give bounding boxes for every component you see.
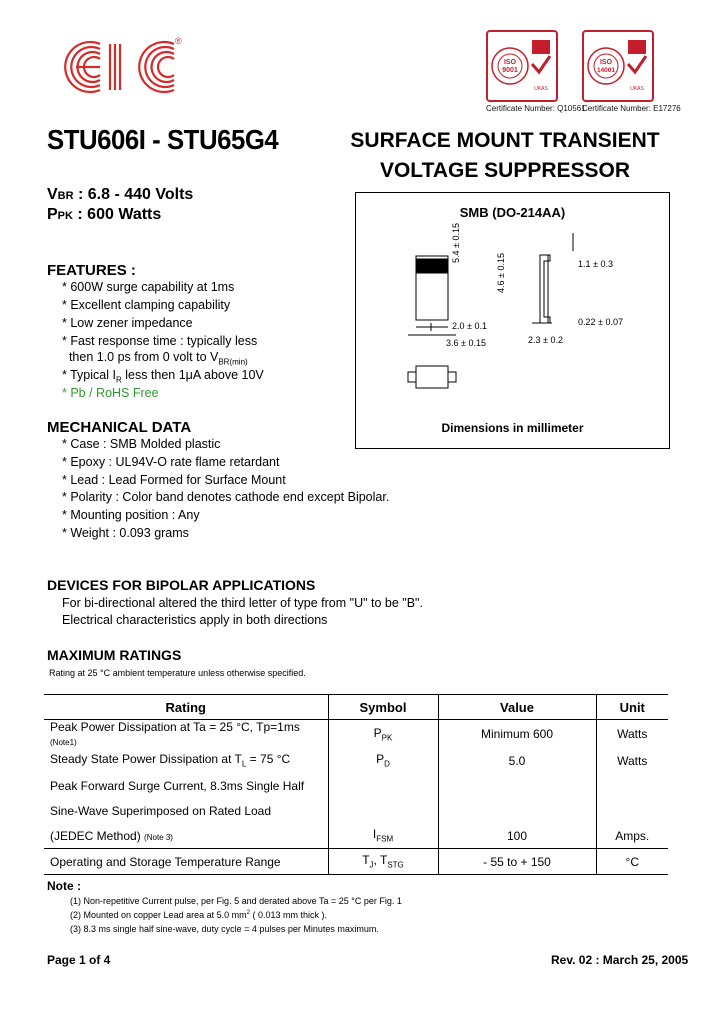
dim-height: 5.4 ± 0.15	[451, 223, 461, 263]
rating-cell: Peak Power Dissipation at Ta = 25 °C, Tp=1ms (Note1)	[50, 720, 300, 747]
dim-lead-length: 2.3 ± 0.2	[528, 335, 563, 345]
symbol-cell	[328, 773, 438, 798]
iso9001-seal	[486, 30, 558, 102]
dim-width-inner: 2.0 ± 0.1	[452, 321, 487, 331]
cert-number: Certificate Number: Q10561	[486, 104, 586, 113]
mechanical-item: * Polarity : Color band denotes cathode end except Bipolar.	[62, 490, 390, 504]
subtitle-line-1: SURFACE MOUNT TRANSIENT	[350, 129, 660, 152]
rating-cell: Peak Forward Surge Current, 8.3ms Single Half	[50, 778, 305, 793]
col-header-unit: Unit	[596, 695, 668, 720]
feature-item: * Typical $I_R$ less then 1μA above 10V	[62, 368, 264, 385]
mechanical-item: * Lead : Lead Formed for Surface Mount	[62, 473, 286, 487]
eic-logo	[62, 36, 187, 103]
spec-ppk: PPK : 600 Watts	[47, 206, 162, 223]
rating-cell: Steady State Power Dissipation at $T_L = 75$ °C	[50, 752, 291, 769]
value-cell: 100	[438, 823, 596, 849]
symbol-cell: $P_{PK}$	[328, 720, 438, 749]
note-item: (3) 8.3 ms single half sine-wave, duty cycle = 4 pulses per Minutes maximum.	[70, 924, 379, 934]
feature-item: * Low zener impedance	[62, 316, 193, 330]
iso14001-seal	[582, 30, 654, 102]
max-ratings-table	[44, 694, 668, 875]
dim-width-outer: 3.6 ± 0.15	[446, 338, 486, 348]
bipolar-line: Electrical characteristics apply in both directions	[62, 613, 328, 627]
package-drawing-box	[355, 192, 670, 449]
registered-mark: ®	[175, 36, 182, 46]
unit-cell	[596, 798, 668, 823]
cert-number: Certificate Number: E17276	[582, 104, 681, 113]
table-row	[44, 748, 668, 773]
iso14001-seal-icon	[584, 32, 652, 100]
unit-cell: Watts	[596, 748, 668, 773]
mechanical-heading: MECHANICAL DATA	[47, 419, 192, 436]
iso9001-seal-icon	[488, 32, 556, 100]
subtitle-line-2: VOLTAGE SUPPRESSOR	[379, 159, 631, 182]
symbol-cell: $I_{FSM}$	[328, 823, 438, 849]
value-cell	[438, 773, 596, 798]
iso9001-cert	[486, 30, 586, 113]
dim-length: 4.6 ± 0.15	[496, 253, 506, 293]
iso14001-cert	[582, 30, 681, 113]
col-header-symbol: Symbol	[328, 695, 438, 720]
symbol-cell: $T_J$, $T_{STG}$	[328, 849, 438, 875]
table-row	[44, 798, 668, 823]
eic-logo-graphic	[62, 36, 187, 98]
col-header-rating: Rating	[44, 695, 328, 720]
value-cell: 5.0	[438, 748, 596, 773]
symbol-cell	[328, 798, 438, 823]
features-heading: FEATURES :	[47, 262, 136, 279]
mechanical-item: * Weight : 0.093 grams	[62, 526, 189, 540]
svg-text:14001: 14001	[596, 67, 616, 74]
revision-date: Rev. 02 : March 25, 2005	[551, 953, 689, 967]
part-number-title: STU606I - STU65G4	[47, 124, 279, 155]
svg-text:ISO: ISO	[599, 59, 613, 66]
table-row	[44, 773, 668, 798]
dim-lead-thickness: 0.22 ± 0.07	[578, 317, 623, 327]
note-item: (1) Non-repetitive Current pulse, per Fig. 5 and derated above Ta = 25 °C per Fig. 1	[70, 896, 402, 906]
bipolar-heading: DEVICES FOR BIPOLAR APPLICATIONS	[47, 577, 316, 593]
rating-cell: Operating and Storage Temperature Range	[44, 849, 328, 875]
feature-item: * 600W surge capability at 1ms	[62, 280, 235, 294]
value-cell: - 55 to + 150	[438, 849, 596, 875]
rating-cell: Sine-Wave Superimposed on Rated Load	[50, 803, 272, 818]
symbol-cell: $P_D$	[328, 748, 438, 773]
feature-item: * Excellent clamping capability	[62, 298, 231, 312]
mechanical-item: * Mounting position : Any	[62, 508, 200, 522]
table-row	[44, 720, 668, 749]
rating-cell: (JEDEC Method) (Note 3)	[50, 828, 173, 843]
spec-vbr: VBR : 6.8 - 440 Volts	[47, 186, 194, 203]
col-header-value: Value	[438, 695, 596, 720]
unit-cell: °C	[596, 849, 668, 875]
unit-cell: Amps.	[596, 823, 668, 849]
feature-item: then 1.0 ps from 0 volt to $V_{BR(min)}$	[62, 350, 248, 367]
notes-heading: Note :	[47, 879, 81, 893]
feature-item: * Fast response time : typically less	[62, 334, 258, 348]
feature-pb-rohs: * Pb / RoHS Free	[62, 386, 159, 400]
bipolar-line: For bi-directional altered the third letter of type from "U" to be "B".	[62, 596, 423, 610]
table-row	[44, 849, 668, 875]
mechanical-item: * Case : SMB Molded plastic	[62, 437, 221, 451]
svg-text:UKAS: UKAS	[630, 86, 644, 92]
rating-condition: Rating at 25 °C ambient temperature unless otherwise specified.	[49, 668, 306, 678]
unit-cell	[596, 773, 668, 798]
page-number: Page 1 of 4	[47, 953, 111, 967]
package-title: SMB (DO-214AA)	[459, 205, 566, 220]
svg-text:UKAS: UKAS	[534, 86, 548, 92]
note-item: (2) Mounted on copper Lead area at 5.0 $mm^2$ ( 0.013 mm thick ).	[70, 910, 327, 920]
value-cell: Minimum 600	[438, 720, 596, 749]
table-row	[44, 823, 668, 849]
value-cell	[438, 798, 596, 823]
unit-cell: Watts	[596, 720, 668, 749]
dim-thickness: 1.1 ± 0.3	[578, 259, 613, 269]
dimensions-note: Dimensions in millimeter	[441, 421, 584, 435]
svg-text:9001: 9001	[502, 67, 518, 74]
svg-text:ISO: ISO	[503, 59, 517, 66]
mechanical-item: * Epoxy : UL94V-O rate flame retardant	[62, 455, 280, 469]
max-ratings-heading: MAXIMUM RATINGS	[47, 647, 182, 663]
